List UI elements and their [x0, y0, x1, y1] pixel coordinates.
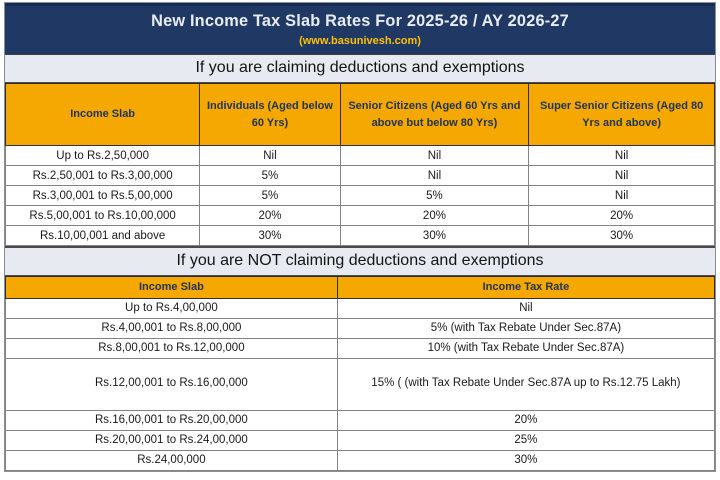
col-header-income-tax-rate: Income Tax Rate [337, 277, 714, 299]
slab-cell: Rs.8,00,001 to Rs.12,00,000 [6, 338, 338, 358]
table-header-row [6, 277, 715, 299]
table-row [6, 338, 715, 358]
slab-cell: Rs.10,00,001 and above [6, 226, 200, 246]
table-row [6, 318, 715, 338]
rate-cell: 25% [337, 430, 714, 450]
slab-cell: Rs.5,00,001 to Rs.10,00,000 [6, 206, 200, 226]
rate-cell: 30% [337, 450, 714, 470]
rate-cell: 5% [200, 166, 340, 186]
slab-cell: Rs.3,00,001 to Rs.5,00,000 [6, 186, 200, 206]
slab-cell: Up to Rs.2,50,000 [6, 146, 200, 166]
no-deductions-table [5, 276, 715, 471]
table-header-row [6, 84, 715, 146]
table-row [6, 226, 715, 246]
table-row [6, 358, 715, 410]
rate-cell: Nil [340, 166, 529, 186]
col-header-individuals: Individuals (Aged below 60 Yrs) [200, 84, 340, 146]
slab-cell: Rs.24,00,000 [6, 450, 338, 470]
slab-cell: Rs.4,00,001 to Rs.8,00,000 [6, 318, 338, 338]
rate-cell: Nil [337, 298, 714, 318]
rate-cell: 10% (with Tax Rebate Under Sec.87A) [337, 338, 714, 358]
col-header-super-senior-citizens: Super Senior Citizens (Aged 80 Yrs and above) [529, 84, 715, 146]
rate-cell: 30% [200, 226, 340, 246]
slab-cell: Rs.16,00,001 to Rs.20,00,000 [6, 410, 338, 430]
col-header-senior-citizens: Senior Citizens (Aged 60 Yrs and above but below 80 Yrs) [340, 84, 529, 146]
title-banner [5, 3, 715, 55]
table-row [6, 298, 715, 318]
table-row [6, 166, 715, 186]
rate-cell: 5% (with Tax Rebate Under Sec.87A) [337, 318, 714, 338]
tax-slab-sheet [4, 2, 716, 472]
table-row [6, 430, 715, 450]
rate-cell: Nil [529, 186, 715, 206]
slab-cell: Rs.12,00,001 to Rs.16,00,000 [6, 358, 338, 410]
table-row [6, 186, 715, 206]
rate-cell: Nil [529, 146, 715, 166]
rate-cell: 15% ( (with Tax Rebate Under Sec.87A up to Rs.12.75 Lakh) [337, 358, 714, 410]
col-header-income-slab: Income Slab [6, 84, 200, 146]
slab-cell: Up to Rs.4,00,000 [6, 298, 338, 318]
table-row [6, 410, 715, 430]
rate-cell: Nil [340, 146, 529, 166]
rate-cell: 5% [200, 186, 340, 206]
table-row [6, 450, 715, 470]
slab-cell: Rs.20,00,001 to Rs.24,00,000 [6, 430, 338, 450]
rate-cell: 5% [340, 186, 529, 206]
table-row [6, 206, 715, 226]
website-url: (www.basunivesh.com) [299, 35, 421, 47]
deductions-table [5, 83, 715, 246]
rate-cell: 20% [529, 206, 715, 226]
rate-cell: 20% [340, 206, 529, 226]
rate-cell: Nil [200, 146, 340, 166]
page-title: New Income Tax Slab Rates For 2025-26 / AY 2026-27 [151, 11, 569, 30]
rate-cell: 20% [200, 206, 340, 226]
table-row [6, 146, 715, 166]
col-header-income-slab: Income Slab [6, 277, 338, 299]
slab-cell: Rs.2,50,001 to Rs.3,00,000 [6, 166, 200, 186]
rate-cell: Nil [529, 166, 715, 186]
section1-header: If you are claiming deductions and exemptions [5, 55, 715, 83]
section2-header: If you are NOT claiming deductions and exemptions [5, 246, 715, 276]
rate-cell: 30% [340, 226, 529, 246]
rate-cell: 30% [529, 226, 715, 246]
rate-cell: 20% [337, 410, 714, 430]
